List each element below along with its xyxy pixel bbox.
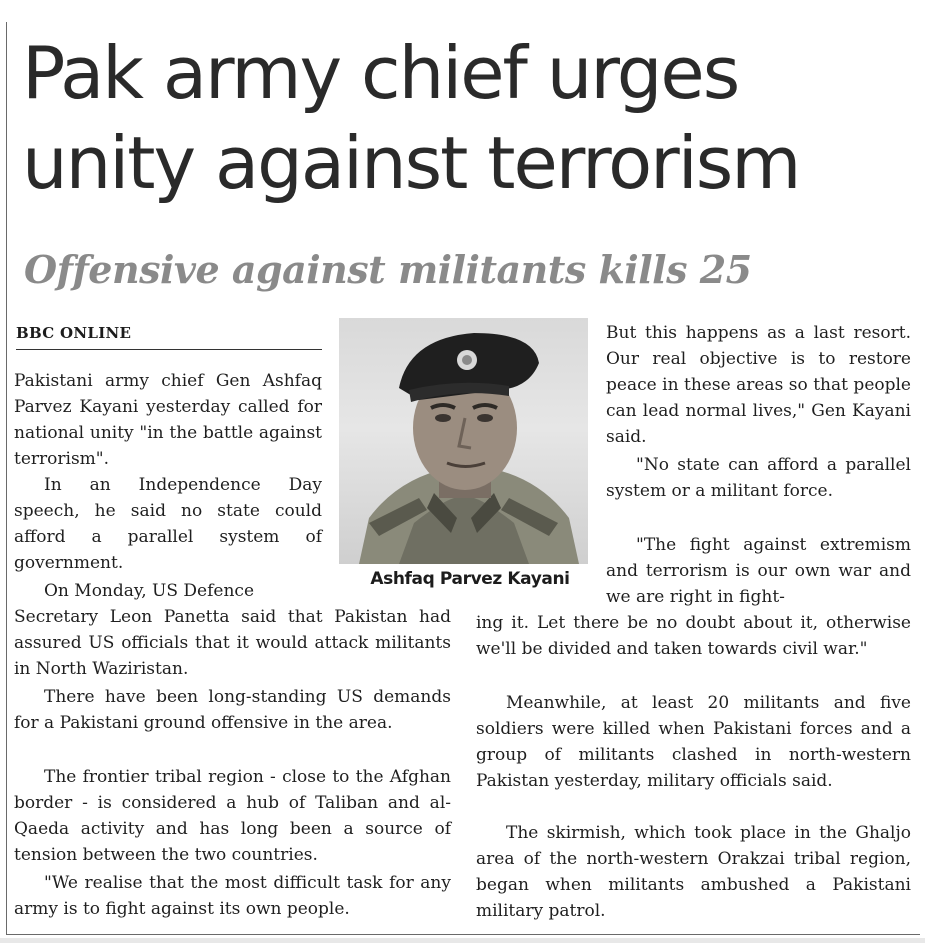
paragraph-8: "No state can afford a parallel system or a militant force. xyxy=(606,455,911,501)
portrait-photo xyxy=(339,318,588,564)
paragraph-9-cont: ing it. Let there be no doubt about it, otherwise we'll be divided and taken towards civil war." xyxy=(476,613,911,659)
paragraph-7: But this happens as a last resort. Our real objective is to restore peace in these areas so that people can lead normal lives," Gen Kayani said. xyxy=(606,323,911,447)
paragraph-1: Pakistani army chief Gen Ashfaq Parvez Kayani yesterday called for national unity "in the battle against terrorism". xyxy=(14,371,322,469)
paragraph-6: "We realise that the most difficult task for any army is to fight against its own people. xyxy=(14,873,451,919)
headline-line-2: unity against terrorism xyxy=(22,121,800,205)
paragraph-4: There have been long-standing US demands for a Pakistani ground offensive in the area. xyxy=(14,687,451,733)
portrait-illustration xyxy=(339,318,588,564)
paragraph-3-cont: Secretary Leon Panetta said that Pakistan had assured US officials that it would attack militants in North Waziristan. xyxy=(14,607,451,679)
headline-line-1: Pak army chief urges xyxy=(22,31,739,115)
paragraph-3-start: On Monday, US Defence xyxy=(44,581,255,601)
paragraph-5: The frontier tribal region - close to the Afghan border - is considered a hub of Taliban and al-Qaeda activity and has long been a source of tension between the two countries. xyxy=(14,767,451,865)
subheadline: Offensive against militants kills 25 xyxy=(24,247,752,292)
photo-caption: Ashfaq Parvez Kayani xyxy=(370,569,570,589)
paragraph-9-start: "The fight against extremism and terrorism is our own war and we are right in fight- xyxy=(606,535,911,607)
paragraph-10: Meanwhile, at least 20 militants and five soldiers were killed when Pakistani forces and a group of militants clashed in north-western Pakistan yesterday, military officials said. xyxy=(476,693,911,791)
paragraph-11: The skirmish, which took place in the Ghaljo area of the north-western Orakzai tribal region, began when militants ambushed a Pakistani military patrol. xyxy=(476,823,911,921)
page-bottom-strip xyxy=(0,938,925,943)
byline: BBC ONLINE xyxy=(16,322,322,350)
paragraph-2: In an Independence Day speech, he said no state could afford a parallel system of government. xyxy=(14,475,322,573)
